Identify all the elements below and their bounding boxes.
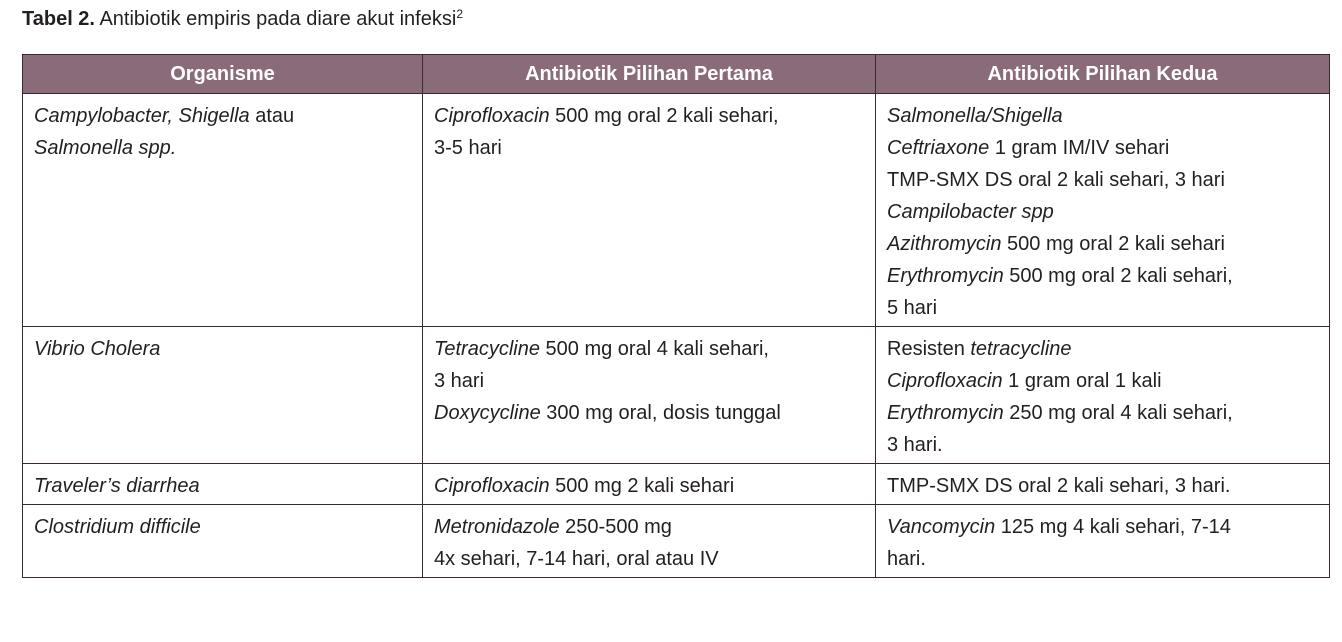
- cell-line: [887, 292, 1318, 324]
- cell-line: [887, 132, 1318, 164]
- cell-text: 5 hari: [887, 297, 938, 319]
- cell-text: 125 mg 4 kali sehari, 7-14: [995, 516, 1231, 538]
- cell-text: TMP-SMX DS oral 2 kali sehari, 3 hari.: [887, 475, 1231, 497]
- cell-text: 500 mg oral 2 kali sehari,: [549, 105, 779, 127]
- second-choice-cell: [876, 327, 1330, 464]
- organism-cell: [23, 94, 423, 327]
- table-caption-reference: 2: [456, 7, 463, 21]
- second-choice-cell: [876, 464, 1330, 505]
- table-caption-label: Tabel 2.: [22, 8, 95, 30]
- cell-line: [887, 429, 1318, 461]
- italic-text: Vancomycin: [887, 516, 996, 538]
- table-row: [23, 94, 1330, 327]
- first-choice-cell: [423, 94, 876, 327]
- antibiotic-table: [22, 54, 1330, 578]
- cell-text: atau: [249, 105, 295, 127]
- cell-text: 250-500 mg: [559, 516, 672, 538]
- cell-line: [434, 132, 864, 164]
- italic-text: Traveler’s diarrhea: [34, 475, 200, 497]
- cell-line: [34, 100, 411, 132]
- first-choice-cell: [423, 505, 876, 578]
- cell-line: [887, 543, 1318, 575]
- header-second-choice: Antibiotik Pilihan Kedua: [876, 55, 1330, 94]
- cell-line: [434, 511, 864, 543]
- italic-text: tetracycline: [970, 338, 1072, 360]
- cell-line: [434, 333, 864, 365]
- cell-line: [887, 365, 1318, 397]
- italic-text: Erythromycin: [887, 402, 1004, 424]
- italic-text: Campilobacter spp: [887, 201, 1054, 223]
- cell-text: 500 mg oral 4 kali sehari,: [539, 338, 769, 360]
- table-header-row: [23, 55, 1330, 94]
- cell-line: [434, 397, 864, 429]
- cell-text: TMP-SMX DS oral 2 kali sehari, 3 hari: [887, 169, 1225, 191]
- header-organism: Organisme: [23, 55, 423, 94]
- cell-line: [887, 164, 1318, 196]
- cell-line: [887, 196, 1318, 228]
- cell-line: [887, 511, 1318, 543]
- cell-text: hari.: [887, 548, 926, 570]
- cell-line: [34, 132, 411, 164]
- cell-text: 4x sehari, 7-14 hari, oral atau IV: [434, 548, 719, 570]
- cell-text: 500 mg oral 2 kali sehari: [1001, 233, 1225, 255]
- cell-text: 300 mg oral, dosis tunggal: [540, 402, 781, 424]
- cell-line: [34, 511, 411, 543]
- cell-text: 500 mg oral 2 kali sehari,: [1003, 265, 1233, 287]
- table-caption: [22, 6, 463, 32]
- italic-text: Vibrio Cholera: [34, 338, 161, 360]
- cell-line: [887, 100, 1318, 132]
- header-first-choice: Antibiotik Pilihan Pertama: [423, 55, 876, 94]
- italic-text: Tetracycline: [434, 338, 540, 360]
- second-choice-cell: [876, 94, 1330, 327]
- italic-text: Azithromycin: [887, 233, 1002, 255]
- cell-text: 3 hari: [434, 370, 485, 392]
- italic-text: Ceftriaxone: [887, 137, 990, 159]
- cell-text: 500 mg 2 kali sehari: [549, 475, 735, 497]
- italic-text: Ciprofloxacin: [434, 475, 550, 497]
- cell-line: [434, 543, 864, 575]
- table-row: [23, 464, 1330, 505]
- cell-line: [434, 365, 864, 397]
- cell-line: [887, 397, 1318, 429]
- organism-cell: [23, 327, 423, 464]
- italic-text: Campylobacter, Shigella: [34, 105, 250, 127]
- cell-line: [34, 333, 411, 365]
- italic-text: Salmonella spp.: [34, 137, 177, 159]
- cell-line: [887, 260, 1318, 292]
- cell-text: Resisten: [887, 338, 971, 360]
- italic-text: Clostridium difficile: [34, 516, 201, 538]
- cell-line: [434, 470, 864, 502]
- italic-text: Metronidazole: [434, 516, 560, 538]
- first-choice-cell: [423, 464, 876, 505]
- table-row: [23, 505, 1330, 578]
- cell-line: [887, 470, 1318, 502]
- table-row: [23, 327, 1330, 464]
- cell-line: [887, 228, 1318, 260]
- cell-line: [34, 470, 411, 502]
- first-choice-cell: [423, 327, 876, 464]
- cell-text: 1 gram IM/IV sehari: [989, 137, 1170, 159]
- cell-text: 1 gram oral 1 kali: [1002, 370, 1162, 392]
- organism-cell: [23, 505, 423, 578]
- italic-text: Erythromycin: [887, 265, 1004, 287]
- cell-line: [434, 100, 864, 132]
- cell-line: [887, 333, 1318, 365]
- table-caption-text: Antibiotik empiris pada diare akut infeksi: [95, 8, 457, 30]
- italic-text: Ciprofloxacin: [887, 370, 1003, 392]
- cell-text: 250 mg oral 4 kali sehari,: [1003, 402, 1233, 424]
- italic-text: Salmonella/Shigella: [887, 105, 1063, 127]
- second-choice-cell: [876, 505, 1330, 578]
- cell-text: 3 hari.: [887, 434, 943, 456]
- organism-cell: [23, 464, 423, 505]
- italic-text: Doxycycline: [434, 402, 541, 424]
- table-body: [23, 94, 1330, 578]
- cell-text: 3-5 hari: [434, 137, 502, 159]
- italic-text: Ciprofloxacin: [434, 105, 550, 127]
